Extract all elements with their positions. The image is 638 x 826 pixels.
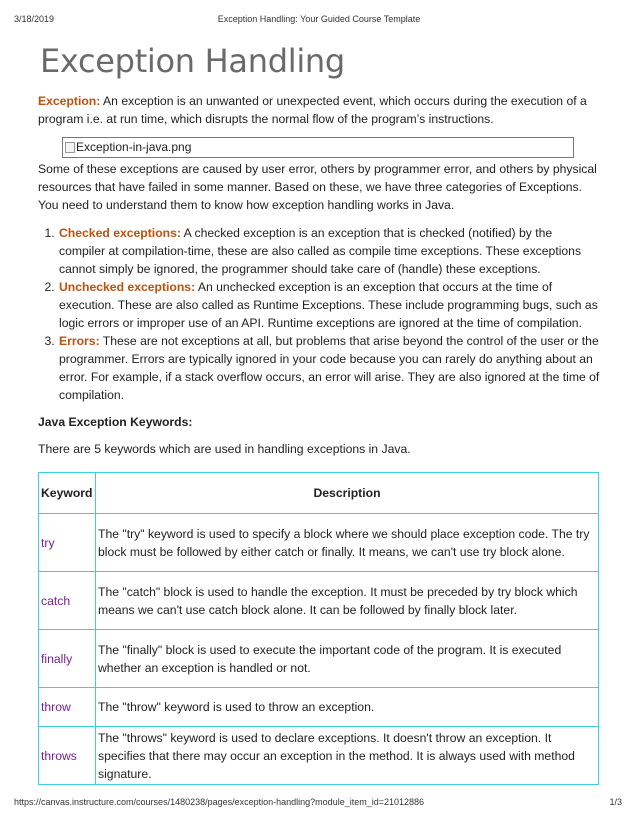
list-item	[58, 278, 600, 332]
keywords-intro: There are 5 keywords which are used in handling exceptions in Java.	[38, 442, 411, 456]
print-date: 3/18/2019	[14, 14, 55, 24]
category-text: An unchecked exception is an exception that occurs at the time of execution. These are also called as Runtime Exceptions. These include programming bugs, such as logic errors or improper use of an API. Runtime exceptions are ignored at the time of compilation.	[59, 280, 598, 330]
keyword-cell: try	[39, 514, 96, 572]
category-text: These are not exceptions at all, but problems that arise beyond the control of the user or the programmer. Errors are typically ignored in your code because you can rarely do anything about an error. For example, if a stack overflow occurs, an error will arise. They are also ignored at the time of compilation.	[59, 334, 600, 402]
intro-paragraph	[38, 92, 600, 128]
exception-label: Exception:	[38, 94, 101, 108]
intro-text: An exception is an unwanted or unexpected event, which occurs during the execution of a program i.e. at run time, which disrupts the normal flow of the program’s instructions.	[38, 94, 587, 126]
image-alt-text: Exception-in-java.png	[76, 140, 192, 154]
keywords-heading: Java Exception Keywords:	[38, 415, 193, 429]
keyword-cell: throws	[39, 727, 96, 785]
table-row	[39, 630, 599, 688]
list-item	[58, 332, 600, 404]
table-header-row	[39, 473, 599, 514]
categories-paragraph: Some of these exceptions are caused by user error, others by programmer error, and others by physical resources that have failed in some manner. Based on these, we have three categories of Exceptions. You need to understand them to know how exception handling works in Java.	[38, 162, 597, 212]
table-row	[39, 514, 599, 572]
print-header-title: Exception Handling: Your Guided Course Template	[217, 14, 421, 24]
keyword-cell: finally	[39, 630, 96, 688]
description-cell: The "finally" block is used to execute the important code of the program. It is executed whether an exception is handled or not.	[96, 630, 599, 688]
description-cell: The "throw" keyword is used to throw an exception.	[96, 688, 599, 727]
keywords-table	[38, 472, 599, 785]
keyword-cell: catch	[39, 572, 96, 630]
list-item	[58, 224, 600, 278]
category-text: A checked exception is an exception that is checked (notified) by the compiler at compilation-time, these are also called as compile time exceptions. These exceptions cannot simply be ignored, the programmer should take care of (handle) these exceptions.	[59, 226, 582, 276]
category-label-unchecked: Unchecked exceptions:	[59, 280, 196, 294]
column-header-description: Description	[96, 473, 599, 514]
table-row	[39, 727, 599, 785]
broken-image-placeholder	[62, 137, 574, 158]
broken-image-icon	[65, 142, 75, 153]
page-title: Exception Handling	[40, 42, 345, 80]
table-row	[39, 688, 599, 727]
description-cell: The "throws" keyword is used to declare exceptions. It doesn't throw an exception. It specifies that there may occur an exception in the method. It is always used with method signature.	[96, 727, 599, 785]
category-label-errors: Errors:	[59, 334, 100, 348]
column-header-keyword: Keyword	[39, 473, 96, 514]
page-content	[38, 42, 600, 785]
print-page-number: 1/3	[609, 797, 622, 807]
description-cell: The "try" keyword is used to specify a block where we should place exception code. The try block must be followed by either catch or finally. It means, we can't use try block alone.	[96, 514, 599, 572]
print-footer-url: https://canvas.instructure.com/courses/1480238/pages/exception-handling?module_item_id=21012886	[14, 797, 425, 807]
exception-category-list	[38, 224, 600, 404]
description-cell: The "catch" block is used to handle the exception. It must be preceded by try block which means we can't use catch block alone. It can be followed by finally block later.	[96, 572, 599, 630]
category-label-checked: Checked exceptions:	[59, 226, 181, 240]
table-row	[39, 572, 599, 630]
keyword-cell: throw	[39, 688, 96, 727]
